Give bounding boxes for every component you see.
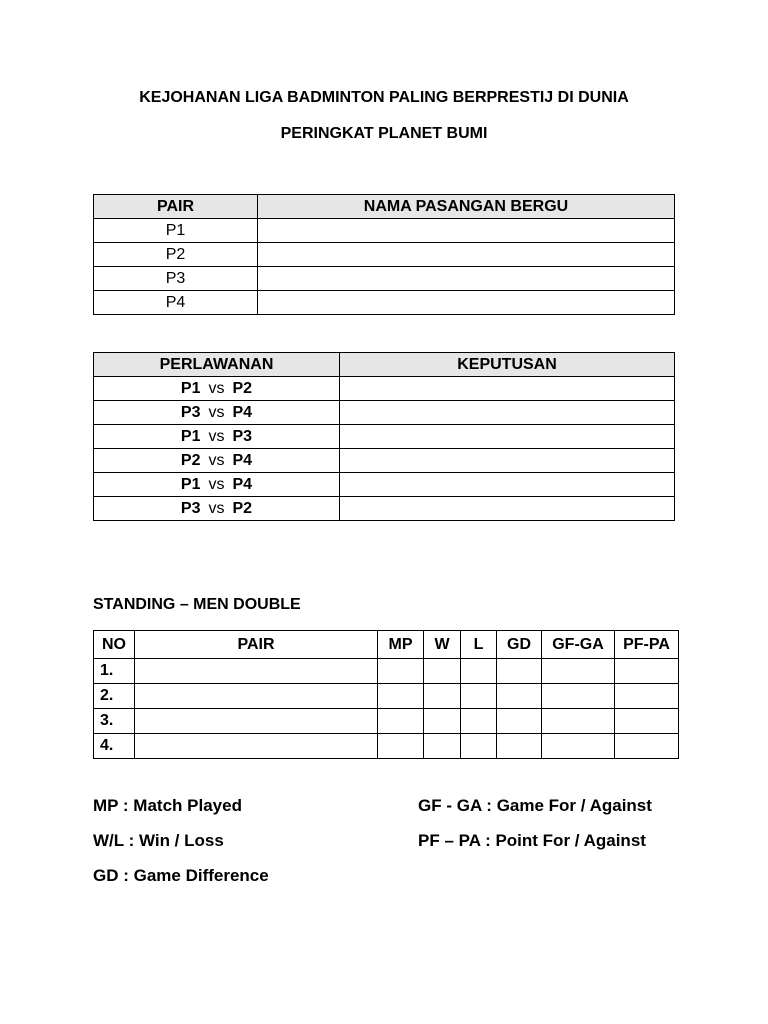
standing-no-cell: 1. bbox=[94, 659, 135, 684]
standing-header-w: W bbox=[424, 631, 461, 659]
standing-header-l: L bbox=[461, 631, 497, 659]
standing-w-cell[interactable] bbox=[424, 684, 461, 709]
standing-mp-cell[interactable] bbox=[378, 709, 424, 734]
standing-pair-cell[interactable] bbox=[135, 684, 378, 709]
pairs-header-name: NAMA PASANGAN BERGU bbox=[258, 195, 675, 219]
table-row bbox=[94, 473, 675, 497]
match-cell bbox=[94, 497, 340, 521]
standing-no-cell: 4. bbox=[94, 734, 135, 759]
match-team-b: P2 bbox=[232, 380, 253, 397]
legend-gfga: GF - GA : Game For / Against bbox=[418, 796, 652, 815]
table-row bbox=[94, 219, 675, 243]
pairs-header-row bbox=[94, 195, 675, 219]
table-row bbox=[94, 684, 679, 709]
document-subtitle: PERINGKAT PLANET BUMI bbox=[280, 125, 488, 142]
table-row bbox=[94, 377, 675, 401]
match-team-b: P4 bbox=[232, 452, 253, 469]
result-cell[interactable] bbox=[340, 425, 675, 449]
standing-table bbox=[93, 630, 679, 759]
standing-header-mp: MP bbox=[378, 631, 424, 659]
table-row bbox=[94, 734, 679, 759]
result-cell[interactable] bbox=[340, 497, 675, 521]
standing-no-cell: 2. bbox=[94, 684, 135, 709]
match-team-a: P2 bbox=[180, 452, 201, 469]
standing-pfpa-cell[interactable] bbox=[615, 734, 679, 759]
pair-cell: P1 bbox=[94, 219, 258, 243]
match-cell bbox=[94, 449, 340, 473]
matches-header-row bbox=[94, 353, 675, 377]
match-team-a: P3 bbox=[180, 500, 201, 517]
match-team-a: P3 bbox=[180, 404, 201, 421]
standing-w-cell[interactable] bbox=[424, 659, 461, 684]
table-row bbox=[94, 425, 675, 449]
vs-label: vs bbox=[208, 380, 225, 397]
match-cell bbox=[94, 473, 340, 497]
standing-header-pfpa: PF-PA bbox=[615, 631, 679, 659]
standing-header-row bbox=[94, 631, 679, 659]
standing-pair-cell[interactable] bbox=[135, 709, 378, 734]
legend-mp: MP : Match Played bbox=[93, 796, 242, 815]
standing-gd-cell[interactable] bbox=[497, 659, 542, 684]
legend-gd: GD : Game Difference bbox=[93, 866, 269, 885]
table-row bbox=[94, 243, 675, 267]
matches-table bbox=[93, 352, 675, 521]
pair-name-cell[interactable] bbox=[258, 219, 675, 243]
match-team-b: P2 bbox=[232, 500, 253, 517]
standing-gfga-cell[interactable] bbox=[542, 684, 615, 709]
table-row bbox=[94, 497, 675, 521]
standing-l-cell[interactable] bbox=[461, 684, 497, 709]
table-row bbox=[94, 291, 675, 315]
standing-mp-cell[interactable] bbox=[378, 684, 424, 709]
result-cell[interactable] bbox=[340, 401, 675, 425]
matches-header-match: PERLAWANAN bbox=[94, 353, 340, 377]
standing-l-cell[interactable] bbox=[461, 734, 497, 759]
standing-gd-cell[interactable] bbox=[497, 734, 542, 759]
standing-pfpa-cell[interactable] bbox=[615, 659, 679, 684]
matches-header-result: KEPUTUSAN bbox=[340, 353, 675, 377]
table-row bbox=[94, 659, 679, 684]
pair-cell: P3 bbox=[94, 267, 258, 291]
standing-title: STANDING – MEN DOUBLE bbox=[93, 596, 301, 613]
standing-pfpa-cell[interactable] bbox=[615, 684, 679, 709]
match-team-a: P1 bbox=[180, 476, 201, 493]
standing-header-gfga: GF-GA bbox=[542, 631, 615, 659]
standing-header-pair: PAIR bbox=[135, 631, 378, 659]
vs-label: vs bbox=[208, 476, 225, 493]
standing-pfpa-cell[interactable] bbox=[615, 709, 679, 734]
match-team-a: P1 bbox=[180, 380, 201, 397]
standing-header-gd: GD bbox=[497, 631, 542, 659]
match-team-b: P3 bbox=[232, 428, 253, 445]
match-team-b: P4 bbox=[232, 476, 253, 493]
result-cell[interactable] bbox=[340, 377, 675, 401]
pair-cell: P2 bbox=[94, 243, 258, 267]
vs-label: vs bbox=[208, 500, 225, 517]
vs-label: vs bbox=[208, 428, 225, 445]
standing-gd-cell[interactable] bbox=[497, 684, 542, 709]
legend-wl: W/L : Win / Loss bbox=[93, 831, 224, 850]
legend-pfpa: PF – PA : Point For / Against bbox=[418, 831, 646, 850]
standing-pair-cell[interactable] bbox=[135, 734, 378, 759]
match-cell bbox=[94, 401, 340, 425]
standing-no-cell: 3. bbox=[94, 709, 135, 734]
document-title: KEJOHANAN LIGA BADMINTON PALING BERPRESTIJ DI DUNIA bbox=[139, 89, 629, 106]
result-cell[interactable] bbox=[340, 473, 675, 497]
pair-name-cell[interactable] bbox=[258, 243, 675, 267]
pair-cell: P4 bbox=[94, 291, 258, 315]
standing-l-cell[interactable] bbox=[461, 709, 497, 734]
pair-name-cell[interactable] bbox=[258, 291, 675, 315]
match-cell bbox=[94, 377, 340, 401]
standing-l-cell[interactable] bbox=[461, 659, 497, 684]
pairs-table bbox=[93, 194, 675, 315]
table-row bbox=[94, 267, 675, 291]
pair-name-cell[interactable] bbox=[258, 267, 675, 291]
standing-w-cell[interactable] bbox=[424, 734, 461, 759]
standing-w-cell[interactable] bbox=[424, 709, 461, 734]
result-cell[interactable] bbox=[340, 449, 675, 473]
vs-label: vs bbox=[208, 404, 225, 421]
vs-label: vs bbox=[208, 452, 225, 469]
standing-gfga-cell[interactable] bbox=[542, 734, 615, 759]
pairs-header-pair: PAIR bbox=[94, 195, 258, 219]
standing-gd-cell[interactable] bbox=[497, 709, 542, 734]
table-row bbox=[94, 449, 675, 473]
standing-mp-cell[interactable] bbox=[378, 734, 424, 759]
standing-mp-cell[interactable] bbox=[378, 659, 424, 684]
standing-gfga-cell[interactable] bbox=[542, 659, 615, 684]
match-team-b: P4 bbox=[232, 404, 253, 421]
table-row bbox=[94, 709, 679, 734]
table-row bbox=[94, 401, 675, 425]
standing-gfga-cell[interactable] bbox=[542, 709, 615, 734]
match-team-a: P1 bbox=[180, 428, 201, 445]
match-cell bbox=[94, 425, 340, 449]
standing-pair-cell[interactable] bbox=[135, 659, 378, 684]
standing-header-no: NO bbox=[94, 631, 135, 659]
